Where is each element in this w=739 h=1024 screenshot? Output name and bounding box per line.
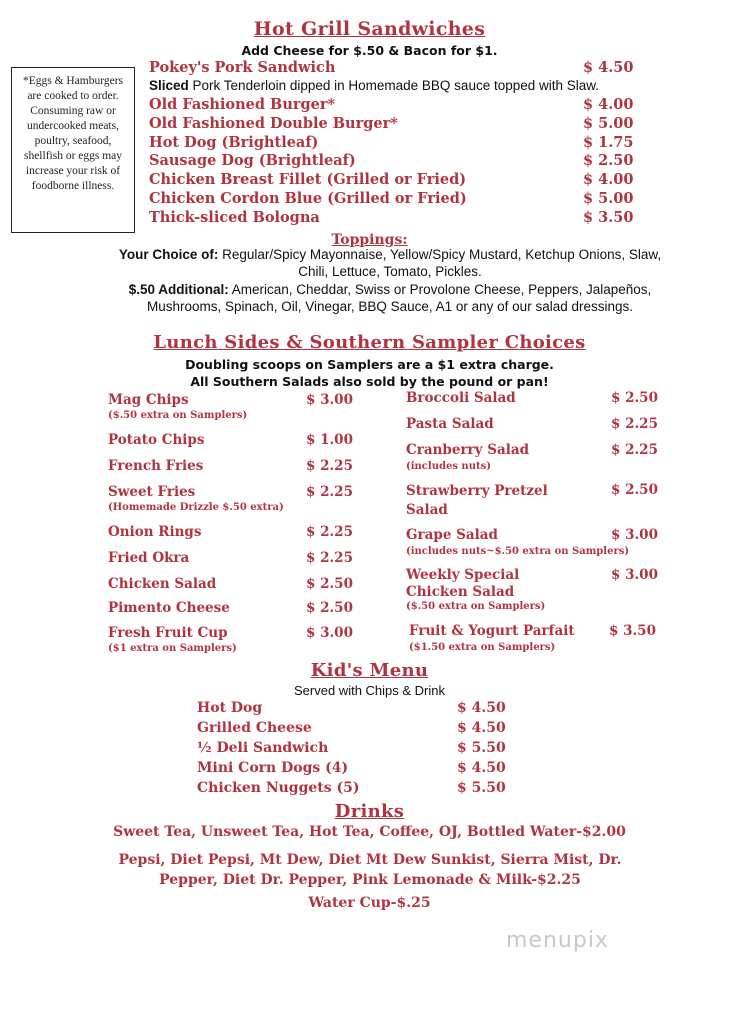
kids-item-name: Chicken Nuggets (5)	[197, 780, 360, 796]
menu-item-name: Pokey's Pork Sandwich	[149, 59, 336, 76]
menu-item-price: $ 2.50	[583, 152, 634, 169]
toppings-additional	[105, 281, 675, 315]
side-item-name: Fresh Fruit Cup	[108, 625, 228, 641]
side-item-name: Grape Salad	[406, 527, 498, 543]
side-item-name: Sweet Fries	[108, 484, 196, 500]
kids-item-price: $ 4.50	[457, 760, 506, 776]
kids-item-price: $ 5.50	[457, 780, 506, 796]
drinks-line-1: Sweet Tea, Unsweet Tea, Hot Tea, Coffee, OJ, Bottled Water-$2.00	[113, 824, 626, 840]
side-item-name: French Fries	[108, 458, 204, 474]
kids-item-price: $ 5.50	[457, 740, 506, 756]
side-item-name: Strawberry Pretzel Salad	[406, 483, 548, 518]
kids-item-price: $ 4.50	[457, 700, 506, 716]
menu-item-price: $ 5.00	[583, 190, 634, 207]
drinks-title: Drinks	[334, 801, 405, 822]
side-item-price: $ 2.25	[306, 458, 353, 474]
side-item-name: Pimento Cheese	[108, 600, 230, 616]
side-item-name: Cranberry Salad	[406, 442, 530, 458]
side-item-name: Potato Chips	[108, 432, 205, 448]
menupix-watermark: menupix	[506, 928, 609, 953]
side-item-note: ($1 extra on Samplers)	[108, 643, 237, 654]
side-item-price: $ 3.00	[611, 567, 658, 583]
side-item-name: Onion Rings	[108, 524, 202, 540]
side-item-name: Mag Chips	[108, 392, 189, 408]
menu-item-name: Thick-sliced Bologna	[149, 209, 320, 226]
side-item-note: (Homemade Drizzle $.50 extra)	[108, 502, 284, 513]
menu-item-name: Chicken Breast Fillet (Grilled or Fried)	[149, 171, 467, 188]
drinks-line-2: Pepsi, Diet Pepsi, Mt Dew, Diet Mt Dew Sunkist, Sierra Mist, Dr. Pepper, Diet Dr. Pepper, Pink Lemonade & Milk-$2.25	[118, 852, 622, 888]
side-item-price: $ 3.50	[609, 623, 656, 639]
side-item-name: Fried Okra	[108, 550, 190, 566]
menu-item-price: $ 4.50	[583, 59, 634, 76]
sides-line-2: All Southern Salads also sold by the pound or pan!	[190, 374, 549, 389]
side-item-note: (includes nuts)	[406, 461, 491, 472]
menu-item-name: Old Fashioned Double Burger*	[149, 115, 398, 132]
sides-line-1: Doubling scoops on Samplers are a $1 extra charge.	[185, 357, 554, 372]
menu-item-price: $ 4.00	[583, 171, 634, 188]
sides-title: Lunch Sides & Southern Sampler Choices	[153, 332, 586, 353]
side-item-price: $ 3.00	[306, 625, 353, 641]
menu-item-name: Hot Dog (Brightleaf)	[149, 134, 319, 151]
side-item-price: $ 1.00	[306, 432, 353, 448]
food-safety-warning: *Eggs & Hamburgers are cooked to order. Consuming raw or undercooked meats, poultry, seafood, shellfish or eggs may increase your risk of foodborne illness.	[11, 67, 135, 233]
drinks-line-3: Water Cup-$.25	[308, 895, 431, 911]
menu-item-name: Old Fashioned Burger*	[149, 96, 336, 113]
side-item-price: $ 2.25	[306, 484, 353, 500]
menu-item-price: $ 4.00	[583, 96, 634, 113]
side-item-price: $ 2.25	[611, 442, 658, 458]
kids-item-name: Grilled Cheese	[197, 720, 312, 736]
kids-item-price: $ 4.50	[457, 720, 506, 736]
side-item-note: ($1.50 extra on Samplers)	[409, 642, 556, 653]
pork-description-bold: Sliced	[149, 78, 189, 93]
toppings-additional-label: $.50 Additional:	[128, 282, 229, 297]
menu-item-name: Chicken Cordon Blue (Grilled or Fried)	[149, 190, 467, 207]
side-item-price: $ 3.00	[306, 392, 353, 408]
toppings-additional-text: American, Cheddar, Swiss or Provolone Cheese, Peppers, Jalapeños, Mushrooms, Spinach, Oil, Vinegar, BBQ Sauce, A1 or any of our salad dressings.	[146, 282, 652, 314]
side-item-price: $ 2.50	[611, 482, 658, 498]
side-item-note: (includes nuts~$.50 extra on Samplers)	[406, 546, 630, 557]
toppings-choice	[110, 246, 670, 280]
menu-item-price: $ 1.75	[583, 134, 634, 151]
side-item-name: Weekly Special Chicken Salad	[406, 567, 520, 600]
side-item-price: $ 2.50	[306, 600, 353, 616]
side-item-price: $ 2.25	[611, 416, 658, 432]
side-item-note: ($.50 extra on Samplers)	[108, 410, 248, 421]
pork-description-text: Pork Tenderloin dipped in Homemade BBQ sauce topped with Slaw.	[188, 78, 600, 93]
side-item-price: $ 3.00	[611, 527, 658, 543]
menu-item-name: Sausage Dog (Brightleaf)	[149, 152, 356, 169]
side-item-price: $ 2.25	[306, 524, 353, 540]
toppings-choice-text: Regular/Spicy Mayonnaise, Yellow/Spicy Mustard, Ketchup Onions, Slaw, Chili, Lettuce, Tomato, Pickles.	[218, 247, 662, 279]
side-item-price: $ 2.25	[306, 550, 353, 566]
side-item-name: Chicken Salad	[108, 576, 217, 592]
pork-description	[149, 78, 599, 93]
hot-grill-subtitle: Add Cheese for $.50 & Bacon for $1.	[241, 43, 498, 58]
menu-item-price: $ 5.00	[583, 115, 634, 132]
menu-item-price: $ 3.50	[583, 209, 634, 226]
side-item-price: $ 2.50	[611, 390, 658, 406]
toppings-choice-label: Your Choice of:	[118, 247, 219, 262]
side-item-name: Broccoli Salad	[406, 390, 516, 406]
kids-title: Kid's Menu	[310, 660, 429, 681]
kids-item-name: ½ Deli Sandwich	[197, 740, 329, 756]
side-item-price: $ 2.50	[306, 576, 353, 592]
toppings-title: Toppings:	[331, 232, 408, 248]
hot-grill-title: Hot Grill Sandwiches	[253, 18, 486, 40]
kids-subtitle: Served with Chips & Drink	[294, 683, 445, 698]
side-item-note: ($.50 extra on Samplers)	[406, 601, 546, 612]
kids-item-name: Mini Corn Dogs (4)	[197, 760, 349, 776]
side-item-name: Fruit & Yogurt Parfait	[409, 623, 575, 639]
side-item-name: Pasta Salad	[406, 416, 494, 432]
kids-item-name: Hot Dog	[197, 700, 263, 716]
